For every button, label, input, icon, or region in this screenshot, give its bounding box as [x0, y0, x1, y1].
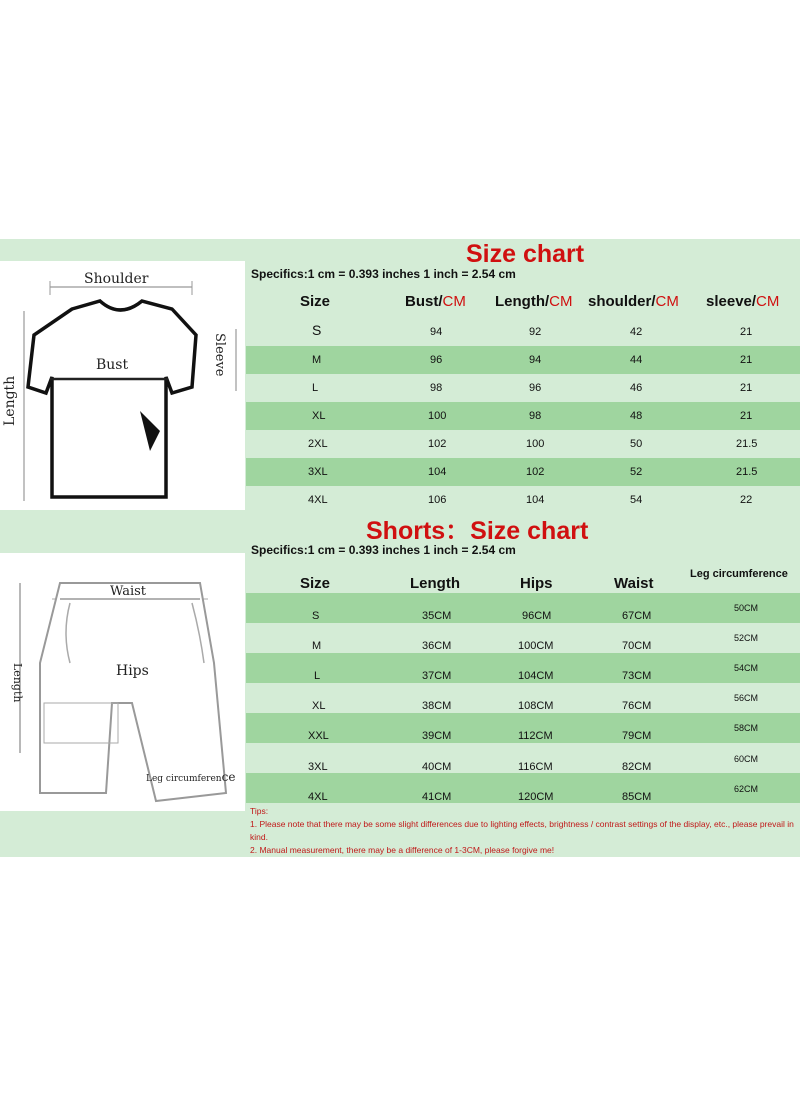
bust-cell: 102: [428, 438, 447, 450]
table-row: [246, 653, 800, 683]
tshirt-header-shoulder: shoulder/CM: [588, 293, 679, 310]
sleeve-cell: 21: [740, 382, 753, 394]
tshirt-header-length: Length/CM: [495, 293, 573, 310]
length-cell: 36CM: [422, 640, 452, 652]
shoulder-label: Shoulder: [84, 271, 149, 287]
hips-cell: 108CM: [518, 700, 554, 712]
length-label: Length: [11, 663, 24, 703]
tshirt-header-bust: Bust/CM: [405, 293, 466, 310]
table-row: [246, 430, 800, 458]
hips-cell: 104CM: [518, 670, 554, 682]
leg-cell: 50CM: [734, 603, 759, 613]
length-cell: 98: [529, 410, 542, 422]
bust-cell: 98: [430, 382, 443, 394]
tips: [250, 805, 798, 857]
bust-label: Bust: [96, 357, 129, 373]
table-row: [246, 593, 800, 623]
size-cell: S: [312, 322, 322, 338]
leg-label: Leg circumference: [146, 770, 236, 784]
shoulder-cell: 44: [630, 354, 643, 366]
tips-line-2: 2. Manual measurement, there may be a difference of 1-3CM, please forgive me!: [250, 845, 555, 855]
shorts-header-waist: Waist: [614, 575, 654, 592]
hips-cell: 112CM: [518, 730, 553, 742]
length-label: Length: [2, 375, 18, 426]
table-row: [246, 402, 800, 430]
waist-cell: 67CM: [622, 610, 652, 622]
table-row: [246, 486, 800, 514]
length-cell: 104: [526, 494, 545, 506]
hips-cell: 96CM: [522, 610, 552, 622]
table-row: [246, 743, 800, 773]
hips-cell: 120CM: [518, 791, 554, 803]
shoulder-cell: 42: [630, 326, 643, 338]
size-cell: 3XL: [308, 466, 328, 478]
size-cell: XL: [312, 410, 326, 422]
shorts-header-hips: Hips: [520, 575, 553, 592]
bust-cell: 94: [430, 326, 443, 338]
table-row: [246, 623, 800, 653]
waist-cell: 73CM: [622, 670, 652, 682]
table-row: [246, 458, 800, 486]
size-cell: 2XL: [308, 438, 328, 450]
size-cell: S: [312, 610, 320, 622]
tips-line-1: 1. Please note that there may be some slight differences due to lighting effects, brightness / contrast settings of the display, etc., please prevail in kind.: [250, 819, 794, 842]
length-cell: 94: [529, 354, 542, 366]
length-cell: 102: [526, 466, 545, 478]
size-cell: 4XL: [308, 494, 328, 506]
leg-cell: 52CM: [734, 633, 759, 643]
shoulder-cell: 50: [630, 438, 643, 450]
sleeve-cell: 21.5: [736, 438, 758, 450]
shorts-diagram: [0, 553, 245, 811]
sleeve-cell: 21: [740, 326, 753, 338]
waist-cell: 82CM: [622, 761, 652, 773]
size-cell: L: [312, 382, 319, 394]
tshirt-header-sleeve: sleeve/CM: [706, 293, 780, 310]
shoulder-cell: 46: [630, 382, 643, 394]
leg-cell: 56CM: [734, 693, 759, 703]
shorts-title: Shorts：Size chart: [366, 517, 589, 545]
leg-cell: 60CM: [734, 754, 759, 764]
table-row: [246, 346, 800, 374]
shoulder-cell: 48: [630, 410, 643, 422]
bust-cell: 96: [430, 354, 443, 366]
table-row: [246, 374, 800, 402]
waist-cell: 85CM: [622, 791, 652, 803]
hips-label: Hips: [116, 663, 149, 679]
table-row: [246, 683, 800, 713]
hips-cell: 116CM: [518, 761, 553, 773]
size-cell: 3XL: [308, 761, 328, 773]
length-cell: 38CM: [422, 700, 452, 712]
table-row: [246, 773, 800, 803]
length-cell: 92: [529, 326, 542, 338]
leg-cell: 58CM: [734, 723, 759, 733]
shorts-header-leg: Leg circumference: [690, 568, 788, 580]
table-row: [246, 318, 800, 346]
sleeve-cell: 21: [740, 354, 753, 366]
length-cell: 37CM: [422, 670, 452, 682]
waist-cell: 76CM: [622, 700, 652, 712]
sleeve-cell: 21.5: [736, 466, 758, 478]
bust-cell: 104: [428, 466, 447, 478]
shorts-header-size: Size: [300, 575, 331, 592]
sleeve-cell: 22: [740, 494, 753, 506]
tips-heading: Tips:: [250, 806, 269, 816]
length-cell: 35CM: [422, 610, 452, 622]
waist-label: Waist: [110, 584, 147, 599]
sleeve-label: Sleeve: [212, 333, 227, 377]
length-cell: 40CM: [422, 761, 452, 773]
size-cell: 4XL: [308, 791, 328, 803]
sleeve-cell: 21: [740, 410, 753, 422]
tshirt-diagram: [0, 261, 245, 510]
tshirt-header-size: Size: [300, 293, 331, 310]
bust-cell: 106: [428, 494, 447, 506]
tshirt-title: Size chart: [466, 240, 585, 268]
shoulder-cell: 54: [630, 494, 643, 506]
length-cell: 41CM: [422, 791, 452, 803]
waist-cell: 70CM: [622, 640, 652, 652]
size-cell: L: [314, 670, 321, 682]
tshirt-specifics: Specifics:1 cm = 0.393 inches 1 inch = 2.54 cm: [251, 267, 516, 281]
size-cell: XXL: [308, 730, 329, 742]
size-cell: XL: [312, 700, 326, 712]
shorts-specifics: Specifics:1 cm = 0.393 inches 1 inch = 2.54 cm: [251, 543, 516, 557]
length-cell: 100: [526, 438, 545, 450]
size-cell: M: [312, 640, 322, 652]
table-row: [246, 713, 800, 743]
length-cell: 96: [529, 382, 542, 394]
length-cell: 39CM: [422, 730, 452, 742]
waist-cell: 79CM: [622, 730, 652, 742]
leg-cell: 62CM: [734, 784, 759, 794]
hips-cell: 100CM: [518, 640, 554, 652]
leg-cell: 54CM: [734, 663, 759, 673]
shorts-header-length: Length: [410, 575, 460, 592]
shoulder-cell: 52: [630, 466, 643, 478]
size-cell: M: [312, 354, 322, 366]
bust-cell: 100: [428, 410, 447, 422]
